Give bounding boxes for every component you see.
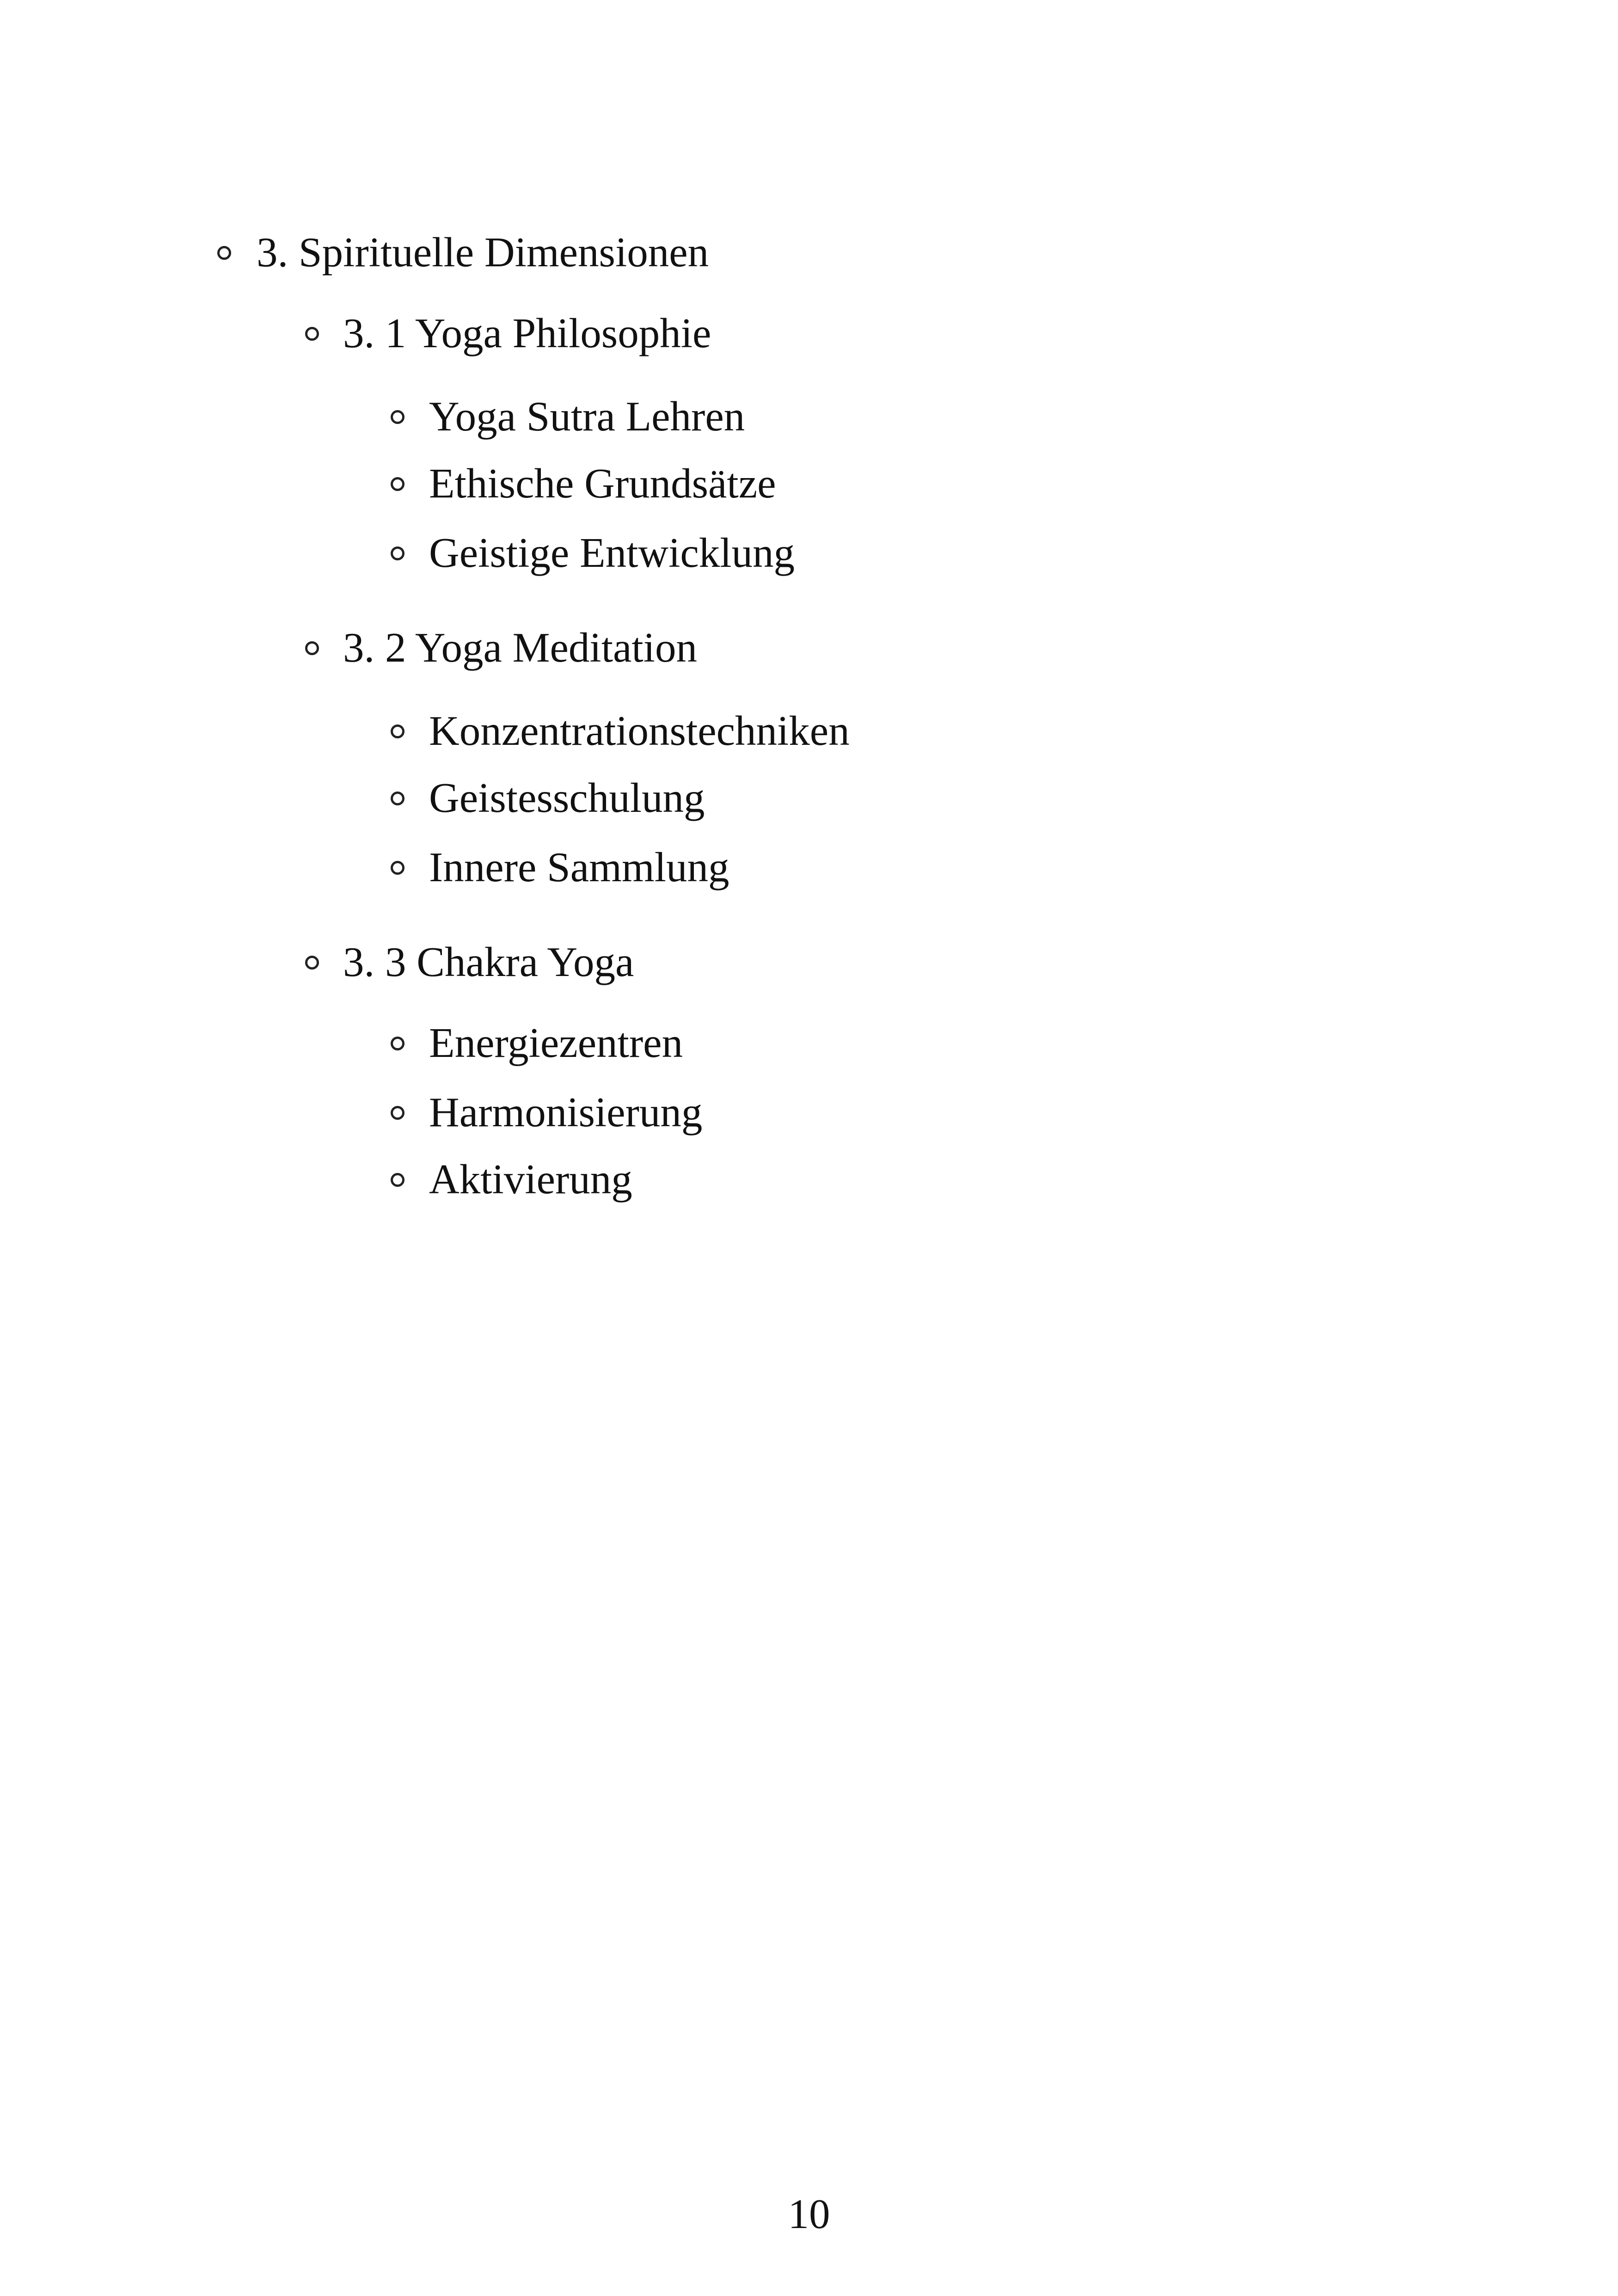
circle-bullet-icon [391, 861, 404, 875]
circle-bullet-icon [391, 1037, 404, 1050]
list-item: Geistesschulung [429, 774, 705, 821]
circle-bullet-icon [305, 641, 319, 655]
circle-bullet-icon [305, 956, 319, 970]
list-item: Yoga Sutra Lehren [429, 393, 745, 440]
circle-bullet-icon [391, 477, 404, 491]
circle-bullet-icon [305, 327, 319, 341]
list-item: Aktivierung [429, 1156, 632, 1203]
circle-bullet-icon [217, 246, 231, 260]
circle-bullet-icon [391, 792, 404, 805]
list-item: Energiezentren [429, 1019, 683, 1066]
circle-bullet-icon [391, 546, 404, 560]
page-number: 10 [788, 2191, 830, 2237]
circle-bullet-icon [391, 1106, 404, 1120]
section-heading: 3. 1 Yoga Philosophie [343, 310, 711, 356]
outline-title: 3. Spirituelle Dimensionen [257, 229, 709, 276]
circle-bullet-icon [391, 724, 404, 738]
list-item: Konzentrationstechniken [429, 707, 850, 754]
circle-bullet-icon [391, 1173, 404, 1187]
list-item: Harmonisierung [429, 1089, 703, 1136]
list-item: Ethische Grundsätze [429, 460, 776, 507]
circle-bullet-icon [391, 410, 404, 424]
section-heading: 3. 3 Chakra Yoga [343, 939, 634, 985]
list-item: Innere Sammlung [429, 844, 729, 890]
list-item: Geistige Entwicklung [429, 529, 795, 576]
section-heading: 3. 2 Yoga Meditation [343, 624, 697, 671]
